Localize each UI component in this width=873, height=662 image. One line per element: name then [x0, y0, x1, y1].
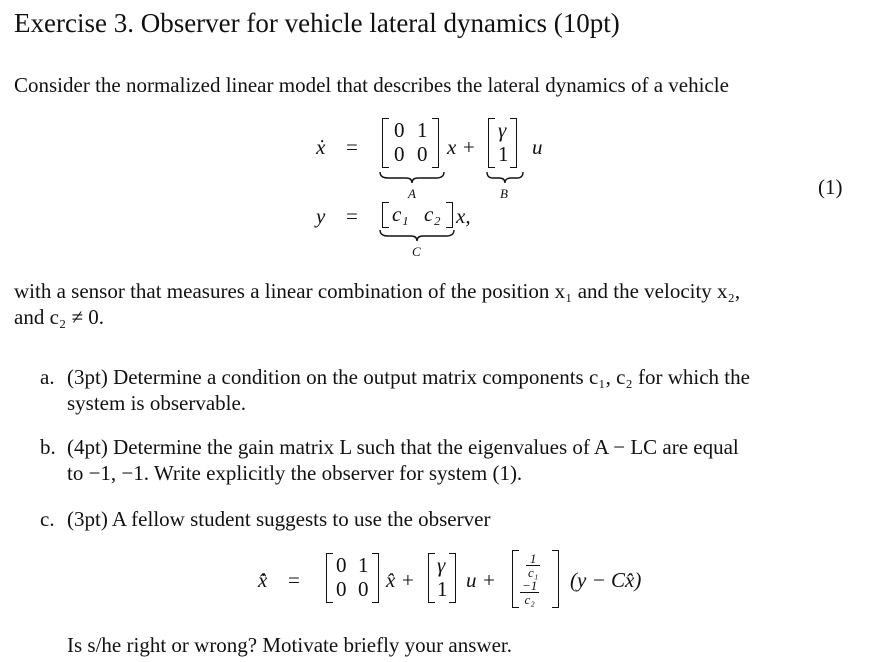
- item-a-marker: a.: [40, 365, 55, 389]
- b2: 1: [498, 142, 509, 166]
- sensor-text-line2: and c₂ ≠ 0.: [14, 305, 104, 329]
- matrix-A: [382, 118, 442, 170]
- observer-tail: (y − Cx̂): [570, 568, 642, 592]
- label-C: C: [412, 244, 421, 259]
- item-b-line2: to −1, −1. Write explicitly the observer for system (1).: [67, 461, 523, 485]
- l1-fraction: [526, 552, 540, 579]
- item-a-line2: system is observable.: [67, 391, 247, 415]
- exercise-title: Exercise 3. Observer for vehicle lateral dynamics (10pt): [14, 8, 620, 38]
- u-plus: u +: [466, 568, 496, 592]
- l2-fraction: [520, 579, 539, 606]
- a21: 0: [394, 142, 405, 166]
- observer-equals: =: [288, 568, 300, 592]
- item-b-marker: b.: [40, 435, 56, 459]
- item-b-line1: (4pt) Determine the gain matrix L such that the eigenvalues of A − LC are equal: [67, 435, 739, 459]
- xhat-plus: x̂ +: [386, 568, 415, 592]
- label-B: B: [500, 186, 508, 201]
- y-symbol: y: [316, 204, 326, 228]
- observer-matrix-B: [428, 553, 458, 605]
- a22: 0: [417, 142, 428, 166]
- oa21: 0: [336, 577, 347, 601]
- u-symbol: u: [532, 135, 543, 159]
- intro-text: Consider the normalized linear model that describes the lateral dynamics of a vehicle: [14, 73, 729, 97]
- item-c-line1: (3pt) A fellow student suggests to use the observer: [67, 507, 491, 531]
- x-comma: x,: [456, 204, 471, 228]
- item-c-marker: c.: [40, 507, 55, 531]
- a11: 0: [394, 118, 405, 142]
- matrix-C: [382, 202, 454, 230]
- xdot-symbol: ẋ: [316, 135, 326, 159]
- xhat-dot-symbol: x̂̇: [258, 568, 268, 592]
- matrix-B: [488, 118, 518, 170]
- equation-number: (1): [818, 175, 843, 199]
- oa12: 1: [358, 553, 369, 577]
- underbrace-B: [485, 170, 525, 184]
- underbrace-A: [378, 170, 446, 184]
- equals-2: =: [346, 204, 358, 228]
- a12: 1: [417, 118, 428, 142]
- observer-matrix-L: [512, 550, 562, 608]
- underbrace-C: [378, 228, 456, 242]
- c2: c₂: [424, 202, 441, 226]
- l2-num: −1: [522, 578, 538, 593]
- l2-den: c₂: [524, 592, 535, 607]
- oa11: 0: [336, 553, 347, 577]
- ob1: γ: [437, 553, 446, 577]
- label-A: A: [408, 186, 416, 201]
- c1: c₁: [392, 202, 409, 226]
- b1: γ: [498, 118, 507, 142]
- sensor-text-line1: with a sensor that measures a linear combination of the position x₁ and the velocity x₂,: [14, 279, 741, 303]
- question-text: Is s/he right or wrong? Motivate briefly your answer.: [67, 633, 512, 657]
- oa22: 0: [358, 577, 369, 601]
- item-a-line1: (3pt) Determine a condition on the output matrix components c₁, c₂ for which the: [67, 365, 750, 389]
- l1-den: c₁: [528, 565, 539, 580]
- ob2: 1: [437, 577, 448, 601]
- observer-matrix-A: [326, 553, 386, 605]
- equals-1: =: [346, 135, 358, 159]
- l1-num: 1: [526, 552, 540, 566]
- x-plus: x +: [447, 135, 476, 159]
